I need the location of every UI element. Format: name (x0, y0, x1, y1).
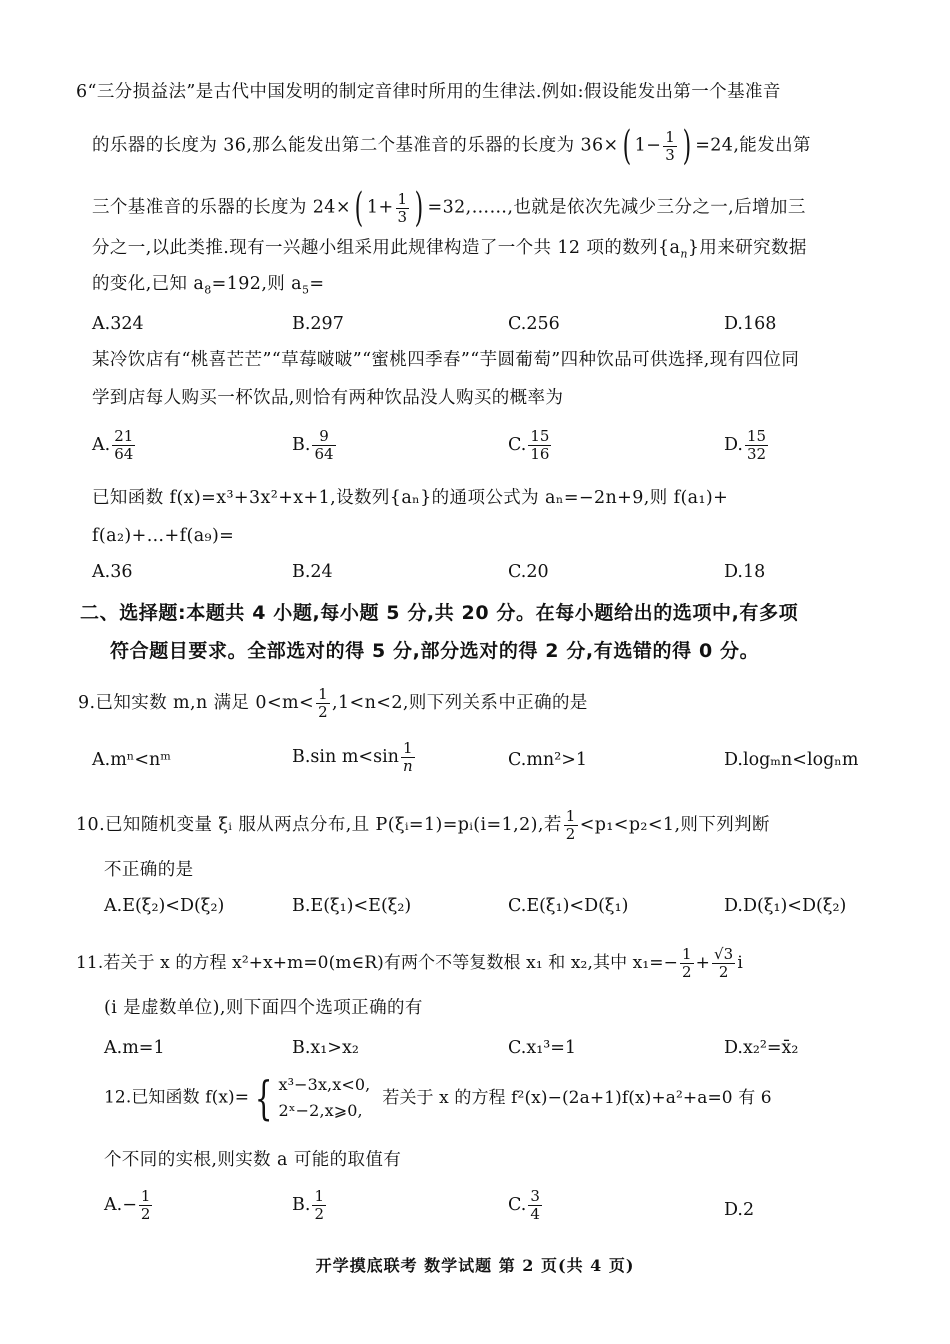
piecewise-cases: x³−3x,x<0, 2ˣ−2,x⩾0, (278, 1075, 371, 1120)
q12-line2: 个不同的实根,则实数 a 可能的取值有 (104, 1150, 402, 1170)
q8-line1: 已知函数 f(x)=x³+3x²+x+1,设数列{aₙ}的通项公式为 aₙ=−2n+9,则 f(a₁)+ (92, 488, 729, 508)
q7-line2: 学到店每人购买一杯饮品,则恰有两种饮品没人购买的概率为 (92, 388, 564, 408)
q10-option-a: A.E(ξ₂)<D(ξ₂) (104, 896, 225, 916)
q11-option-d: D.x₂²=x̄₂ (724, 1038, 799, 1058)
q6-line2-text: 的乐器的长度为 36,那么能发出第二个基准音的乐器的长度为 36× (92, 135, 619, 156)
q12-option-a: A.− $\frac{1}{2}$ (104, 1187, 151, 1223)
right-paren: ) (682, 123, 692, 169)
q7-option-d: D. $\frac{15}{32}$ (724, 427, 767, 463)
q11-option-a: A.m=1 (104, 1038, 165, 1058)
q9-option-c: C.mn²>1 (508, 750, 588, 770)
q6-plus: 1+ (366, 197, 394, 218)
q6-option-c: C.256 (508, 314, 560, 334)
q11-stem: 11.若关于 x 的方程 x²+x+m=0(m∈R)有两个不等复数根 x₁ 和 x₂,其中 x₁=− $\frac{1}{2}$ + $\frac{√3}{2}$ i (76, 945, 743, 981)
q7-line1: 某冷饮店有“桃喜芒芒”“草莓啵啵”“蜜桃四季春”“芋圆葡萄”四种饮品可供选择,现有四位同 (92, 350, 800, 370)
q6-line5-mid: =192,则 a (211, 274, 302, 294)
q6-line5-tail: = (309, 274, 325, 294)
q11-option-c: C.x₁³=1 (508, 1038, 577, 1058)
left-brace: { (255, 1071, 273, 1125)
fraction-one-third: $\frac{1}{3}$ (665, 127, 676, 164)
q6-line4-text: 分之一,以此类推.现有一兴趣小组采用此规律构造了一个共 12 项的数列{a (92, 238, 681, 258)
sub-8: 8 (204, 283, 212, 297)
fraction-one-half: $\frac{1}{2}$ (318, 685, 329, 721)
q12-option-c: C. $\frac{3}{4}$ (508, 1187, 540, 1223)
q9-stem: 9.已知实数 m,n 满足 0<m< $\frac{1}{2}$ ,1<n<2,则下列关系中正确的是 (78, 685, 588, 721)
q11-line2: (i 是虚数单位),则下面四个选项正确的有 (104, 998, 423, 1018)
q6-line2 (92, 123, 811, 169)
q10-option-b: B.E(ξ₁)<E(ξ₂) (292, 896, 412, 916)
q8-option-b: B.24 (292, 562, 333, 582)
q10-stem: 10.已知随机变量 ξᵢ 服从两点分布,且 P(ξᵢ=1)=pᵢ(i=1,2),若 $\frac{1}{2}$ <p₁<p₂<1,则下列判断 (76, 807, 770, 843)
q6-line2-tail: =24,能发出第 (695, 135, 811, 156)
q10-option-d: D.D(ξ₁)<D(ξ₂) (724, 896, 847, 916)
q12-option-b: B. $\frac{1}{2}$ (292, 1187, 324, 1223)
q6-line3-text: 三个基准音的乐器的长度为 24× (92, 197, 351, 218)
section2-heading: 二、选择题:本题共 4 小题,每小题 5 分,共 20 分。在每小题给出的选项中,有多项 (80, 602, 799, 624)
q9-option-b: B.sin m<sin $\frac{1}{n}$ (292, 739, 413, 775)
q6-line3 (92, 185, 806, 231)
q11-option-b: B.x₁>x₂ (292, 1038, 359, 1058)
q6-option-a: A.324 (92, 314, 144, 334)
fraction-sqrt3-half: $\frac{√3}{2}$ (714, 945, 734, 981)
q10-line2: 不正确的是 (104, 860, 194, 880)
q7-option-b: B. $\frac{9}{64}$ (292, 427, 334, 463)
q9-option-d: D.logₘn<logₙm (724, 750, 859, 770)
q6-line4 (92, 236, 807, 267)
q8-option-c: C.20 (508, 562, 549, 582)
q6-line1: 6“三分损益法”是古代中国发明的制定音律时所用的生律法.例如:假设能发出第一个基准音 (76, 82, 781, 102)
right-paren: ) (415, 185, 424, 231)
q6-line5 (92, 272, 324, 303)
q8-option-d: D.18 (724, 562, 766, 582)
q9-option-a: A.mⁿ<nᵐ (92, 750, 172, 770)
q6-option-d: D.168 (724, 314, 777, 334)
sub-5: 5 (302, 283, 310, 297)
q7-option-a: A. $\frac{21}{64}$ (92, 427, 134, 463)
q6-option-b: B.297 (292, 314, 344, 334)
fraction-one-half: $\frac{1}{2}$ (681, 945, 692, 981)
q6-line5-text: 的变化,已知 a (92, 274, 205, 294)
q6-minus: 1− (634, 135, 662, 156)
left-paren: ( (622, 123, 632, 169)
q6-line3-tail: =32,……,也就是依次先减少三分之一,后增加三 (427, 197, 806, 218)
q12-stem: 12.已知函数 f(x)= { x³−3x,x<0, 2ˣ−2,x⩾0, 若关于 x 的方程 f²(x)−(2a+1)f(x)+a²+a=0 有 6 (104, 1071, 772, 1125)
q8-line2: f(a₂)+…+f(a₉)= (92, 526, 235, 546)
q10-option-c: C.E(ξ₁)<D(ξ₁) (508, 896, 629, 916)
section2-heading-line2: 符合题目要求。全部选对的得 5 分,部分选对的得 2 分,有选错的得 0 分。 (110, 640, 760, 662)
page-footer: 开学摸底联考 数学试题 第 2 页(共 4 页) (315, 1256, 635, 1275)
q6-line4-tail: }用来研究数据 (687, 238, 807, 258)
sub-n: n (680, 247, 688, 261)
q12-option-d: D.2 (724, 1200, 755, 1220)
fraction-one-third: $\frac{1}{3}$ (397, 189, 408, 226)
left-paren: ( (354, 185, 364, 231)
q7-option-c: C. $\frac{15}{16}$ (508, 427, 550, 463)
fraction-one-half: $\frac{1}{2}$ (565, 807, 576, 843)
q8-option-a: A.36 (92, 562, 133, 582)
